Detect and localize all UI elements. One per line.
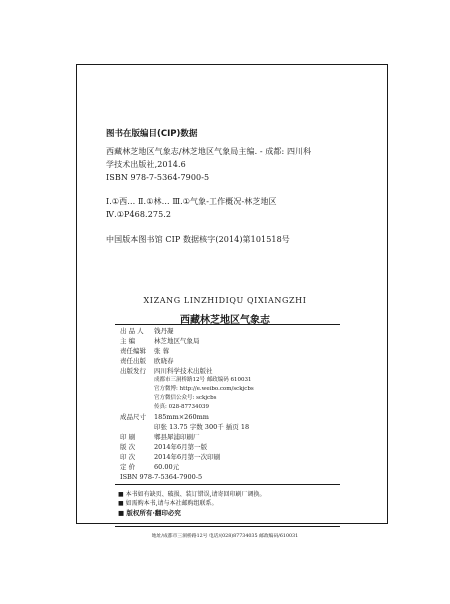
- publisher-value: 四川科学技术出版社: [154, 367, 213, 375]
- responsible-editor-label: 责任编辑: [120, 347, 146, 355]
- cip-heading: 图书在版编目(CIP)数据: [106, 129, 198, 139]
- printer-label: 印 刷: [120, 433, 136, 441]
- divider-bottom: [115, 484, 340, 485]
- publisher-weibo: 官方微博: http://e.weibo.com/sckjcbs: [154, 386, 254, 392]
- responsible-editor-value: 张 蓉: [154, 347, 170, 355]
- printer-row: [120, 432, 200, 442]
- editor-label: 主 编: [120, 337, 136, 345]
- price-value: 60.00元: [154, 463, 180, 471]
- impression-label: 印 次: [120, 453, 136, 461]
- producer-label: 出 品 人: [120, 327, 144, 335]
- responsible-publishing-row: [120, 356, 174, 366]
- edition-row: [120, 442, 207, 452]
- isbn-row: ISBN 978-7-5364-7900-5: [120, 473, 203, 481]
- edition-label: 版 次: [120, 443, 136, 451]
- impression-value: 2014年6月第一次印刷: [154, 453, 221, 461]
- editor-row: [120, 336, 200, 346]
- cip-line-isbn: ISBN 978-7-5364-7900-5: [106, 173, 210, 182]
- divider-address: [115, 526, 340, 527]
- cip-line-classification: Ⅳ.①P468.275.2: [106, 210, 172, 219]
- publisher-fax: 传真: 028-87734039: [154, 404, 209, 410]
- notice-purchase: ■ 如需购本书,请与本社邮购组联系。: [118, 500, 218, 507]
- producer-value: 钱丹凝: [154, 327, 174, 335]
- book-title: 西藏林芝地区气象志: [180, 315, 270, 326]
- responsible-publishing-label: 责任出版: [120, 357, 146, 365]
- edition-value: 2014年6月第一版: [154, 443, 208, 451]
- responsible-editor-row: [120, 346, 169, 356]
- publisher-label: 出版发行: [120, 367, 146, 375]
- print-detail: 印张 13.75 字数 300千 插页 18: [154, 423, 250, 431]
- price-label: 定 价: [120, 463, 136, 471]
- notice-defects: ■ 本书如有缺页、破损、装订错误,请寄回印刷厂调换。: [118, 491, 266, 498]
- cip-library-record: 中国版本图书馆 CIP 数据核字(2014)第101518号: [106, 235, 290, 244]
- impression-row: [120, 452, 220, 462]
- publisher-wechat: 官方微信公众号: sckjcbs: [154, 395, 217, 401]
- size-label: 成品尺寸: [120, 413, 146, 421]
- producer-row: [120, 326, 174, 336]
- book-pinyin-title: XIZANG LINZHIDIQU QIXIANGZHI: [143, 296, 307, 305]
- size-value: 185mm×260mm: [154, 413, 209, 421]
- editor-value: 林芝地区气象局: [154, 337, 200, 345]
- printer-value: 郫县犀浦印刷厂: [154, 433, 200, 441]
- cip-line-publisher: 学技术出版社,2014.6: [106, 160, 186, 169]
- cip-line-subjects: Ⅰ.①西… Ⅱ.①林… Ⅲ.①气象-工作概况-林芝地区: [106, 197, 277, 206]
- cip-line-title: 西藏林芝地区气象志/林芝地区气象局主编. - 成都: 四川科: [106, 147, 312, 156]
- copyright-notice: ■ 版权所有·翻印必究: [118, 509, 181, 517]
- size-row: [120, 412, 209, 422]
- publisher-address: 成都市三洞桥路12号 邮政编码 610031: [154, 377, 252, 383]
- price-row: [120, 462, 179, 472]
- divider-top: [115, 324, 340, 325]
- responsible-publishing-value: 欧晓春: [154, 357, 174, 365]
- publisher-contact-address: 地址/成都市三洞桥路12号 电话/(028)87734035 邮政编码/610031: [151, 534, 299, 539]
